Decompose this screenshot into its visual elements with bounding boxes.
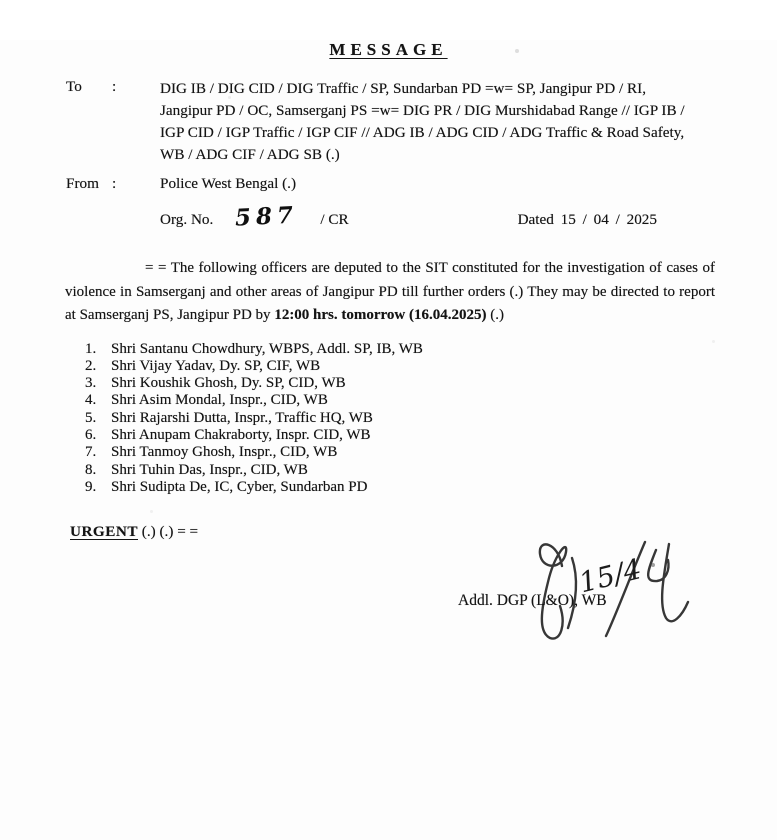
officer-name: Shri Tuhin Das, Inspr., CID, WB (111, 461, 308, 478)
scan-speck (150, 510, 153, 513)
org-number-handwritten: 587 (234, 201, 299, 232)
officer-name: Shri Koushik Ghosh, Dy. SP, CID, WB (111, 375, 346, 392)
body-text-part1: = = The following officers are deputed to the SIT constituted for the investigation of cases of violence in Samserganj and other areas of Jangipur PD till further orders (.) They may be directed to report at Samserganj PS, Jangipur PD by (65, 260, 715, 323)
signature-block (420, 532, 720, 652)
org-no-suffix: / CR (320, 211, 349, 228)
scan-speck (515, 49, 519, 53)
officer-row (85, 444, 777, 461)
officer-number: 1. (85, 340, 97, 357)
to-line: Jangipur PD / OC, Samserganj PS =w= DIG PR / DIG Murshidabad Range // IGP IB / (160, 102, 685, 119)
officer-row (85, 427, 777, 444)
officer-name: Shri Santanu Chowdhury, WBPS, Addl. SP, IB, WB (111, 340, 423, 357)
officers-list (85, 341, 777, 497)
scan-speck (712, 340, 715, 343)
org-number-group (160, 203, 349, 230)
officer-number: 5. (85, 409, 97, 426)
officer-number: 7. (85, 444, 97, 461)
from-value: Police West Bengal (.) (160, 175, 296, 192)
signature-handwritten-date: 15/4 (575, 552, 645, 600)
officer-number: 3. (85, 375, 97, 392)
urgent-suffix: (.) (.) = = (137, 523, 199, 541)
officer-number: 4. (85, 392, 97, 409)
officer-name: Shri Asim Mondal, Inspr., CID, WB (111, 392, 328, 409)
to-label: To (66, 78, 82, 95)
body-text-part2: (.) (486, 307, 505, 323)
officer-row (85, 479, 777, 496)
officer-number: 9. (85, 478, 97, 495)
to-addressees (160, 78, 719, 166)
officer-name: Shri Sudipta De, IC, Cyber, Sundarban PD (111, 478, 368, 495)
to-line: IGP CID / IGP Traffic / IGP CIF // ADG IB / ADG CID / ADG Traffic & Road Safety, (160, 124, 685, 141)
officer-name: Shri Anupam Chakraborty, Inspr. CID, WB (111, 426, 371, 443)
to-block (66, 78, 719, 166)
officer-row (85, 358, 777, 375)
body-paragraph (65, 257, 715, 328)
officer-name: Shri Vijay Yadav, Dy. SP, CIF, WB (111, 357, 321, 374)
scan-speck (228, 96, 231, 99)
officer-row (85, 375, 777, 392)
officer-row (85, 410, 777, 427)
officer-name: Shri Rajarshi Dutta, Inspr., Traffic HQ, WB (111, 409, 373, 426)
from-label: From (66, 175, 99, 192)
scan-speck (651, 563, 655, 567)
from-colon: : (112, 175, 117, 192)
officer-number: 6. (85, 426, 97, 443)
officer-row (85, 341, 777, 358)
to-colon: : (112, 78, 117, 95)
officer-name: Shri Tanmoy Ghosh, Inspr., CID, WB (111, 444, 338, 461)
signature-designation: Addl. DGP (L&O), WB (458, 592, 607, 609)
to-line: DIG IB / DIG CID / DIG Traffic / SP, Sundarban PD =w= SP, Jangipur PD / RI, (160, 80, 646, 97)
dated-text: Dated 15 / 04 / 2025 (517, 211, 657, 228)
officer-number: 2. (85, 357, 97, 374)
from-block (66, 175, 719, 193)
body-text-bold: 12:00 hrs. tomorrow (16.04.2025) (274, 307, 487, 323)
to-line: WB / ADG CIF / ADG SB (.) (160, 146, 340, 163)
org-no-label: Org. No. (160, 211, 214, 228)
org-number-row (160, 203, 657, 233)
officer-row (85, 462, 777, 479)
urgent-label: URGENT (70, 523, 138, 541)
officer-number: 8. (85, 461, 97, 478)
officer-row (85, 392, 777, 409)
message-title: MESSAGE (329, 40, 448, 59)
scanned-message-document (0, 40, 777, 840)
